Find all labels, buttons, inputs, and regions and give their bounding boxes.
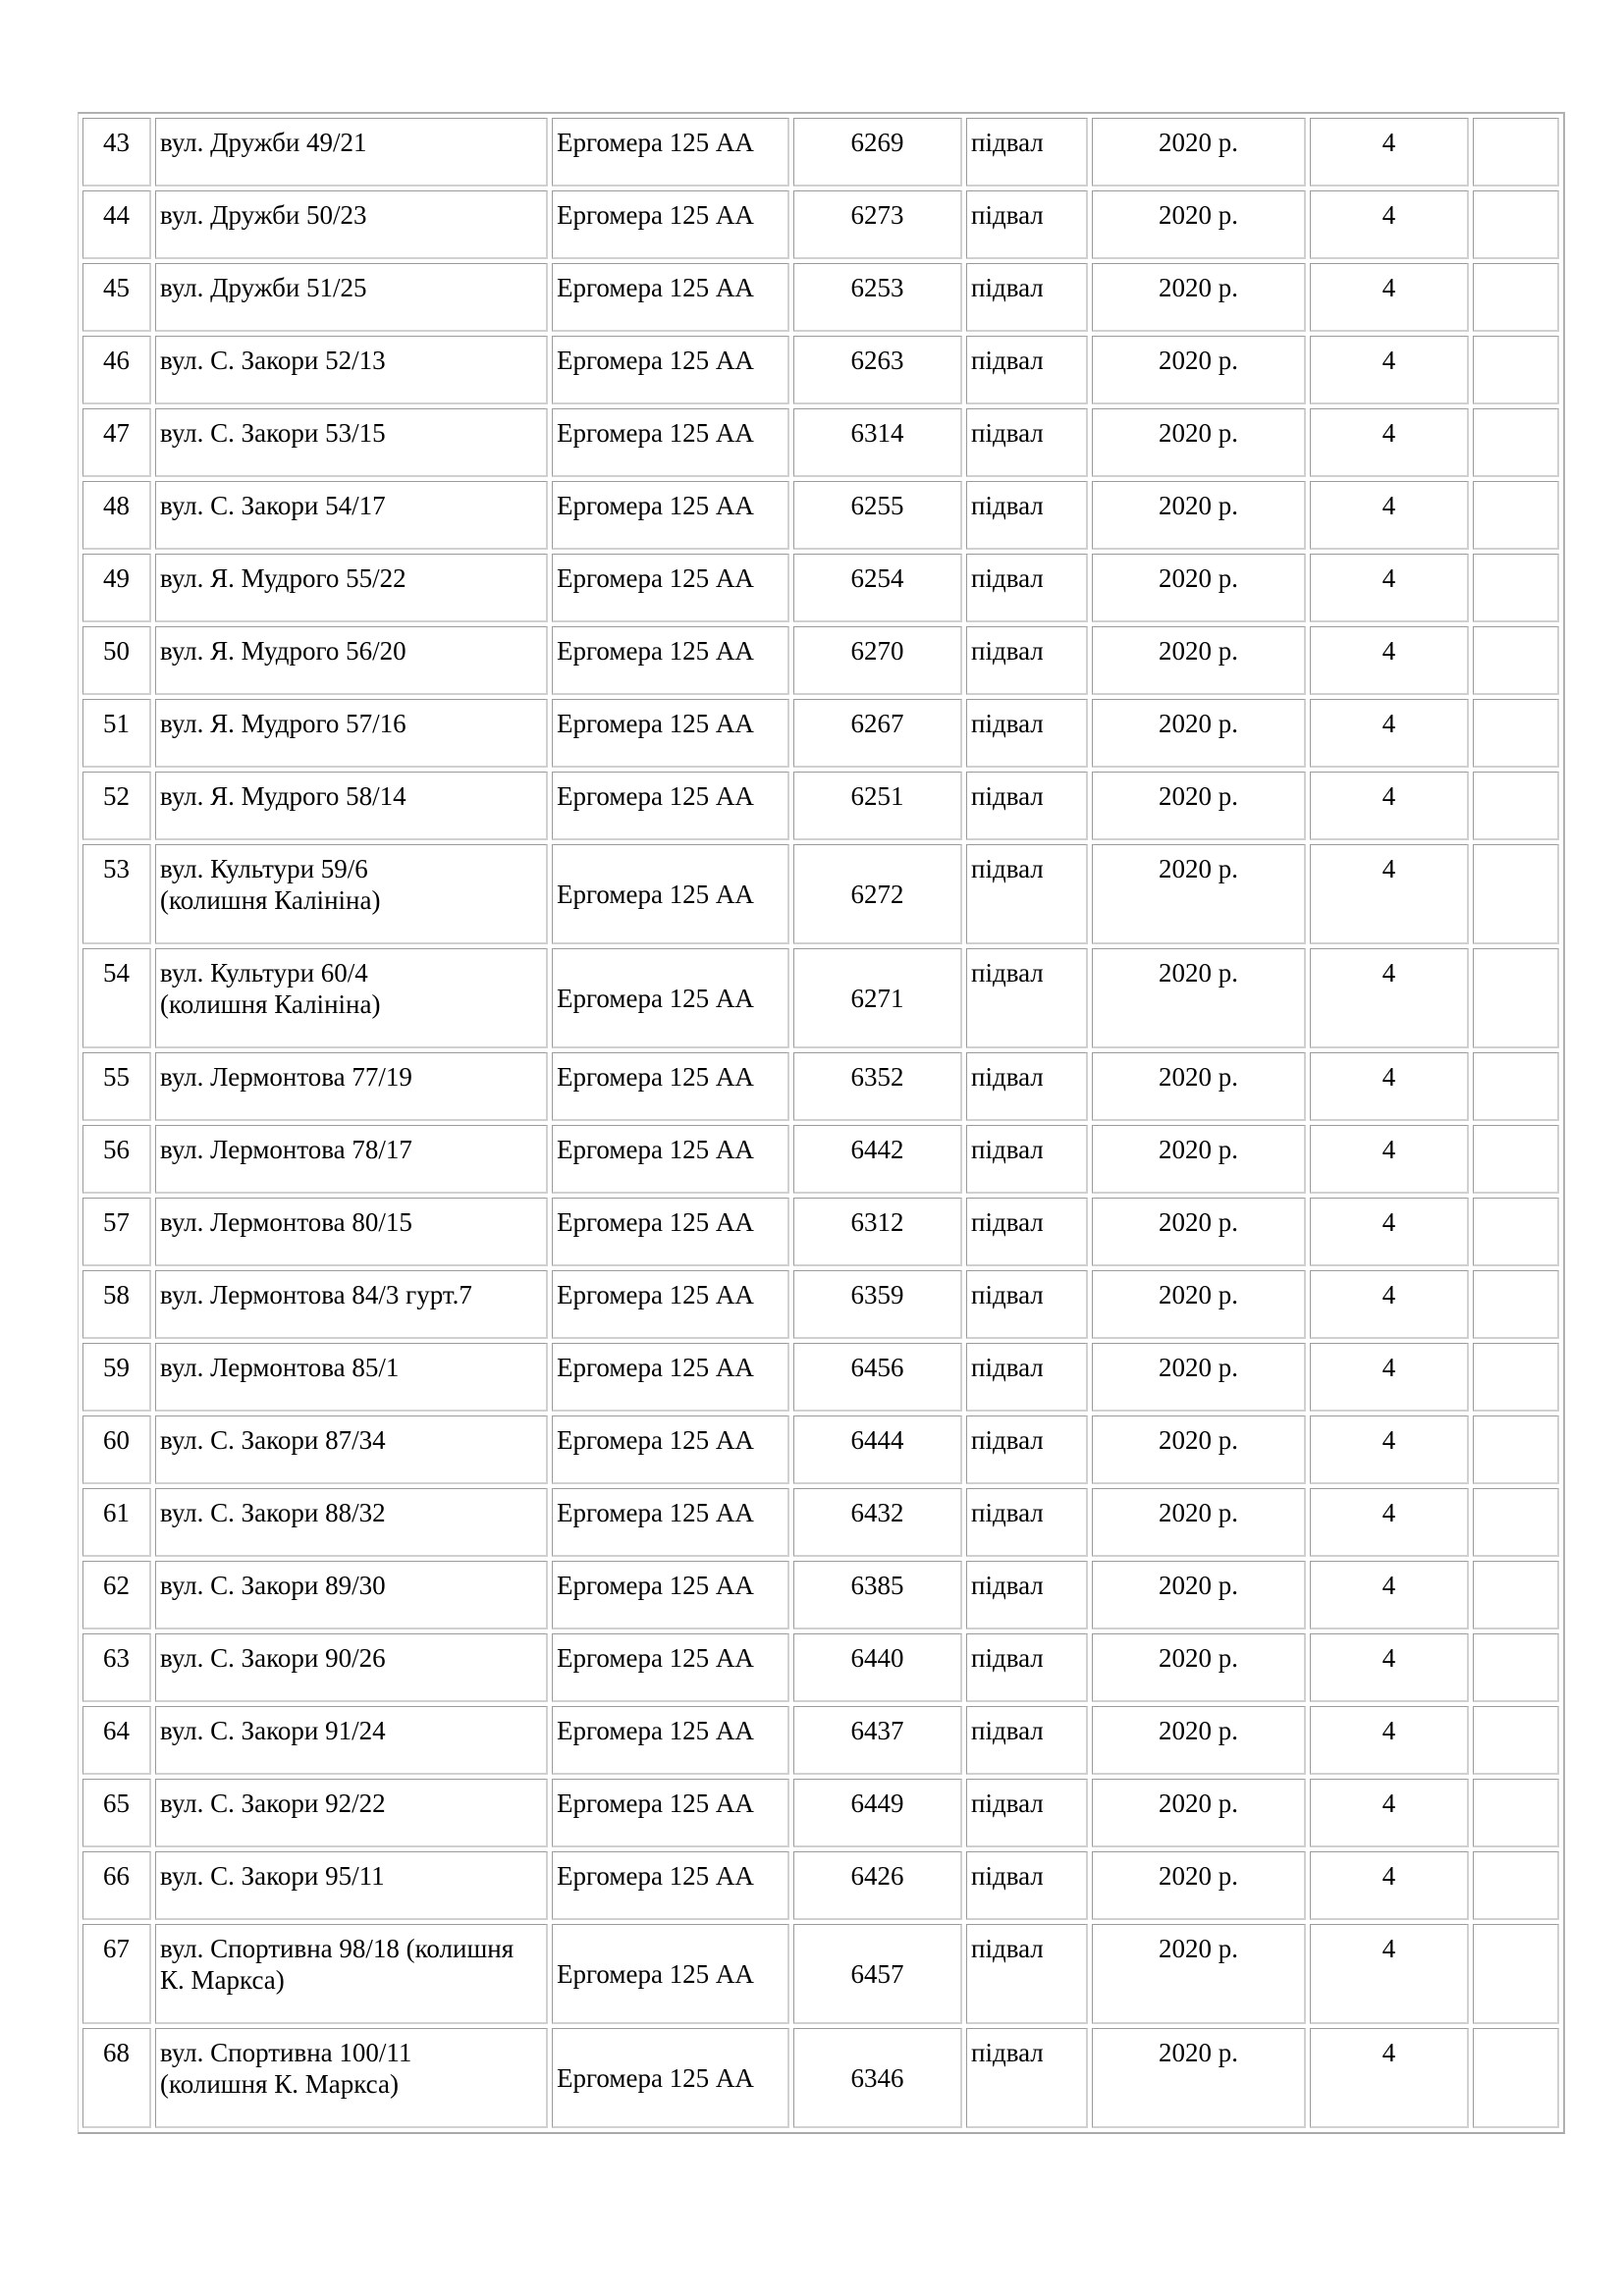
address-cell (155, 699, 548, 768)
serial-number-cell: 6267 (793, 699, 962, 768)
address-line: вул. Спортивна 98/18 (колишня (160, 1934, 514, 1963)
location-cell: підвал (966, 1779, 1088, 1847)
location-cell: підвал (966, 844, 1088, 944)
meter-model-cell: Ергомера 125 АА (552, 1633, 789, 1702)
year-cell: 2020 р. (1092, 263, 1306, 332)
table-row (82, 1633, 1559, 1702)
serial-number-cell: 6255 (793, 481, 962, 550)
meter-model-cell: Ергомера 125 АА (552, 844, 789, 944)
location-cell: підвал (966, 481, 1088, 550)
serial-number-cell: 6444 (793, 1415, 962, 1484)
quantity-cell: 4 (1310, 948, 1469, 1048)
year-cell: 2020 р. (1092, 1561, 1306, 1629)
serial-number-cell: 6312 (793, 1198, 962, 1266)
quantity-cell: 4 (1310, 699, 1469, 768)
quantity-cell: 4 (1310, 1706, 1469, 1775)
serial-number-cell: 6254 (793, 554, 962, 622)
table-row (82, 2028, 1559, 2128)
address-cell (155, 1924, 548, 2024)
serial-number-cell: 6432 (793, 1488, 962, 1557)
row-number-cell: 58 (82, 1270, 151, 1339)
location-cell: підвал (966, 1125, 1088, 1194)
table-row (82, 1125, 1559, 1194)
note-cell (1473, 554, 1559, 622)
quantity-cell: 4 (1310, 1851, 1469, 1920)
note-cell (1473, 1706, 1559, 1775)
table-row (82, 554, 1559, 622)
address-cell (155, 1343, 548, 1412)
address-line: вул. Я. Мудрого 57/16 (160, 709, 406, 738)
address-line: вул. Я. Мудрого 58/14 (160, 781, 406, 811)
year-cell: 2020 р. (1092, 408, 1306, 477)
address-cell (155, 1198, 548, 1266)
year-cell: 2020 р. (1092, 626, 1306, 695)
quantity-cell: 4 (1310, 1488, 1469, 1557)
meter-model-cell: Ергомера 125 АА (552, 2028, 789, 2128)
year-cell: 2020 р. (1092, 554, 1306, 622)
year-cell: 2020 р. (1092, 772, 1306, 840)
address-cell (155, 1851, 548, 1920)
address-line: вул. С. Закори 89/30 (160, 1571, 386, 1600)
table-row (82, 626, 1559, 695)
meter-model-cell: Ергомера 125 АА (552, 1270, 789, 1339)
address-cell (155, 1125, 548, 1194)
row-number-cell: 62 (82, 1561, 151, 1629)
table-row (82, 1198, 1559, 1266)
quantity-cell: 4 (1310, 844, 1469, 944)
location-cell: підвал (966, 2028, 1088, 2128)
table-row (82, 1924, 1559, 2024)
address-cell (155, 190, 548, 259)
year-cell: 2020 р. (1092, 1198, 1306, 1266)
meter-model-cell: Ергомера 125 АА (552, 1851, 789, 1920)
address-line: вул. С. Закори 87/34 (160, 1425, 386, 1455)
serial-number-cell: 6457 (793, 1924, 962, 2024)
row-number-cell: 47 (82, 408, 151, 477)
address-line: (колишня Калініна) (160, 885, 381, 915)
quantity-cell: 4 (1310, 1415, 1469, 1484)
address-cell (155, 626, 548, 695)
address-line: вул. Дружби 49/21 (160, 128, 367, 157)
address-cell (155, 1561, 548, 1629)
address-cell (155, 1488, 548, 1557)
address-cell (155, 1270, 548, 1339)
address-cell (155, 336, 548, 404)
meter-model-cell: Ергомера 125 АА (552, 1343, 789, 1412)
quantity-cell: 4 (1310, 1561, 1469, 1629)
location-cell: підвал (966, 772, 1088, 840)
row-number-cell: 50 (82, 626, 151, 695)
table-body (82, 118, 1559, 2128)
table-row (82, 336, 1559, 404)
note-cell (1473, 626, 1559, 695)
serial-number-cell: 6272 (793, 844, 962, 944)
note-cell (1473, 1488, 1559, 1557)
meter-model-cell: Ергомера 125 АА (552, 626, 789, 695)
note-cell (1473, 1851, 1559, 1920)
meter-model-cell: Ергомера 125 АА (552, 336, 789, 404)
serial-number-cell: 6385 (793, 1561, 962, 1629)
address-cell (155, 948, 548, 1048)
year-cell: 2020 р. (1092, 1924, 1306, 2024)
serial-number-cell: 6346 (793, 2028, 962, 2128)
meter-model-cell: Ергомера 125 АА (552, 190, 789, 259)
meter-model-cell: Ергомера 125 АА (552, 1415, 789, 1484)
location-cell: підвал (966, 1415, 1088, 1484)
serial-number-cell: 6426 (793, 1851, 962, 1920)
meter-model-cell: Ергомера 125 АА (552, 1052, 789, 1121)
address-line: вул. Лермонтова 85/1 (160, 1353, 400, 1382)
serial-number-cell: 6449 (793, 1779, 962, 1847)
note-cell (1473, 263, 1559, 332)
location-cell: підвал (966, 1851, 1088, 1920)
year-cell: 2020 р. (1092, 1052, 1306, 1121)
meter-model-cell: Ергомера 125 АА (552, 554, 789, 622)
note-cell (1473, 1779, 1559, 1847)
location-cell: підвал (966, 626, 1088, 695)
note-cell (1473, 2028, 1559, 2128)
table-row (82, 1270, 1559, 1339)
location-cell: підвал (966, 1633, 1088, 1702)
table-row (82, 1052, 1559, 1121)
address-line: вул. Культури 60/4 (160, 958, 368, 988)
location-cell: підвал (966, 1924, 1088, 2024)
location-cell: підвал (966, 190, 1088, 259)
table-row (82, 1561, 1559, 1629)
row-number-cell: 52 (82, 772, 151, 840)
quantity-cell: 4 (1310, 1633, 1469, 1702)
year-cell: 2020 р. (1092, 190, 1306, 259)
meter-model-cell: Ергомера 125 АА (552, 772, 789, 840)
row-number-cell: 66 (82, 1851, 151, 1920)
address-line: вул. Дружби 50/23 (160, 200, 367, 230)
year-cell: 2020 р. (1092, 1270, 1306, 1339)
serial-number-cell: 6253 (793, 263, 962, 332)
address-cell (155, 481, 548, 550)
address-cell (155, 1052, 548, 1121)
document-page (81, 116, 1562, 2134)
note-cell (1473, 1633, 1559, 1702)
address-cell (155, 408, 548, 477)
table-row (82, 190, 1559, 259)
year-cell: 2020 р. (1092, 336, 1306, 404)
serial-number-cell: 6437 (793, 1706, 962, 1775)
quantity-cell: 4 (1310, 190, 1469, 259)
address-line: вул. С. Закори 52/13 (160, 346, 386, 375)
quantity-cell: 4 (1310, 408, 1469, 477)
table-row (82, 772, 1559, 840)
row-number-cell: 67 (82, 1924, 151, 2024)
table-row (82, 1706, 1559, 1775)
address-cell (155, 263, 548, 332)
meter-model-cell: Ергомера 125 АА (552, 481, 789, 550)
table-row (82, 1851, 1559, 1920)
meter-model-cell: Ергомера 125 АА (552, 1924, 789, 2024)
serial-number-cell: 6442 (793, 1125, 962, 1194)
location-cell: підвал (966, 1052, 1088, 1121)
serial-number-cell: 6314 (793, 408, 962, 477)
serial-number-cell: 6270 (793, 626, 962, 695)
meter-model-cell: Ергомера 125 АА (552, 1198, 789, 1266)
note-cell (1473, 1052, 1559, 1121)
year-cell: 2020 р. (1092, 1706, 1306, 1775)
location-cell: підвал (966, 699, 1088, 768)
location-cell: підвал (966, 1561, 1088, 1629)
address-line: вул. С. Закори 90/26 (160, 1643, 386, 1673)
row-number-cell: 63 (82, 1633, 151, 1702)
row-number-cell: 44 (82, 190, 151, 259)
row-number-cell: 46 (82, 336, 151, 404)
quantity-cell: 4 (1310, 1779, 1469, 1847)
quantity-cell: 4 (1310, 1924, 1469, 2024)
year-cell: 2020 р. (1092, 1851, 1306, 1920)
note-cell (1473, 1561, 1559, 1629)
table-row (82, 1488, 1559, 1557)
address-line: вул. С. Закори 95/11 (160, 1861, 385, 1891)
quantity-cell: 4 (1310, 1198, 1469, 1266)
note-cell (1473, 1924, 1559, 2024)
note-cell (1473, 1198, 1559, 1266)
note-cell (1473, 699, 1559, 768)
note-cell (1473, 408, 1559, 477)
location-cell: підвал (966, 263, 1088, 332)
address-line: вул. Лермонтова 77/19 (160, 1062, 412, 1092)
address-line: вул. Спортивна 100/11 (160, 2038, 412, 2067)
meters-table (78, 112, 1565, 2134)
year-cell: 2020 р. (1092, 948, 1306, 1048)
quantity-cell: 4 (1310, 336, 1469, 404)
table-row (82, 948, 1559, 1048)
address-cell (155, 554, 548, 622)
year-cell: 2020 р. (1092, 844, 1306, 944)
address-line: вул. С. Закори 88/32 (160, 1498, 386, 1527)
address-line: вул. Культури 59/6 (160, 854, 368, 883)
note-cell (1473, 481, 1559, 550)
row-number-cell: 51 (82, 699, 151, 768)
serial-number-cell: 6251 (793, 772, 962, 840)
meter-model-cell: Ергомера 125 АА (552, 1561, 789, 1629)
address-line: К. Маркса) (160, 1965, 285, 1995)
table-row (82, 1779, 1559, 1847)
note-cell (1473, 1415, 1559, 1484)
quantity-cell: 4 (1310, 772, 1469, 840)
year-cell: 2020 р. (1092, 1125, 1306, 1194)
serial-number-cell: 6271 (793, 948, 962, 1048)
address-cell (155, 1779, 548, 1847)
quantity-cell: 4 (1310, 1125, 1469, 1194)
year-cell: 2020 р. (1092, 1415, 1306, 1484)
row-number-cell: 53 (82, 844, 151, 944)
row-number-cell: 59 (82, 1343, 151, 1412)
quantity-cell: 4 (1310, 554, 1469, 622)
location-cell: підвал (966, 1198, 1088, 1266)
meter-model-cell: Ергомера 125 АА (552, 699, 789, 768)
location-cell: підвал (966, 1270, 1088, 1339)
meter-model-cell: Ергомера 125 АА (552, 1125, 789, 1194)
note-cell (1473, 772, 1559, 840)
note-cell (1473, 948, 1559, 1048)
location-cell: підвал (966, 948, 1088, 1048)
address-cell (155, 2028, 548, 2128)
address-cell (155, 1633, 548, 1702)
table-row (82, 844, 1559, 944)
meter-model-cell: Ергомера 125 АА (552, 118, 789, 187)
table-row (82, 1343, 1559, 1412)
address-line: вул. Я. Мудрого 55/22 (160, 563, 406, 593)
location-cell: підвал (966, 1343, 1088, 1412)
meter-model-cell: Ергомера 125 АА (552, 263, 789, 332)
row-number-cell: 45 (82, 263, 151, 332)
year-cell: 2020 р. (1092, 1633, 1306, 1702)
address-cell (155, 1415, 548, 1484)
note-cell (1473, 1270, 1559, 1339)
note-cell (1473, 190, 1559, 259)
row-number-cell: 65 (82, 1779, 151, 1847)
year-cell: 2020 р. (1092, 1343, 1306, 1412)
row-number-cell: 57 (82, 1198, 151, 1266)
row-number-cell: 54 (82, 948, 151, 1048)
note-cell (1473, 1343, 1559, 1412)
serial-number-cell: 6273 (793, 190, 962, 259)
table-row (82, 408, 1559, 477)
year-cell: 2020 р. (1092, 2028, 1306, 2128)
address-line: вул. Дружби 51/25 (160, 273, 367, 302)
meter-model-cell: Ергомера 125 АА (552, 1488, 789, 1557)
address-line: вул. Лермонтова 78/17 (160, 1135, 412, 1164)
row-number-cell: 60 (82, 1415, 151, 1484)
quantity-cell: 4 (1310, 1270, 1469, 1339)
table-row (82, 263, 1559, 332)
quantity-cell: 4 (1310, 263, 1469, 332)
row-number-cell: 64 (82, 1706, 151, 1775)
quantity-cell: 4 (1310, 2028, 1469, 2128)
address-line: вул. Лермонтова 80/15 (160, 1207, 412, 1237)
row-number-cell: 48 (82, 481, 151, 550)
note-cell (1473, 844, 1559, 944)
serial-number-cell: 6269 (793, 118, 962, 187)
row-number-cell: 68 (82, 2028, 151, 2128)
note-cell (1473, 1125, 1559, 1194)
address-line: вул. С. Закори 91/24 (160, 1716, 386, 1745)
quantity-cell: 4 (1310, 626, 1469, 695)
quantity-cell: 4 (1310, 118, 1469, 187)
location-cell: підвал (966, 336, 1088, 404)
row-number-cell: 56 (82, 1125, 151, 1194)
address-line: вул. С. Закори 92/22 (160, 1789, 386, 1818)
row-number-cell: 49 (82, 554, 151, 622)
quantity-cell: 4 (1310, 481, 1469, 550)
location-cell: підвал (966, 1706, 1088, 1775)
address-line: вул. С. Закори 54/17 (160, 491, 386, 520)
serial-number-cell: 6263 (793, 336, 962, 404)
meter-model-cell: Ергомера 125 АА (552, 1706, 789, 1775)
note-cell (1473, 118, 1559, 187)
serial-number-cell: 6352 (793, 1052, 962, 1121)
location-cell: підвал (966, 1488, 1088, 1557)
meter-model-cell: Ергомера 125 АА (552, 948, 789, 1048)
table-row (82, 118, 1559, 187)
address-cell (155, 844, 548, 944)
year-cell: 2020 р. (1092, 1488, 1306, 1557)
serial-number-cell: 6440 (793, 1633, 962, 1702)
year-cell: 2020 р. (1092, 1779, 1306, 1847)
meter-model-cell: Ергомера 125 АА (552, 408, 789, 477)
location-cell: підвал (966, 554, 1088, 622)
year-cell: 2020 р. (1092, 481, 1306, 550)
address-cell (155, 1706, 548, 1775)
row-number-cell: 43 (82, 118, 151, 187)
quantity-cell: 4 (1310, 1052, 1469, 1121)
location-cell: підвал (966, 118, 1088, 187)
note-cell (1473, 336, 1559, 404)
quantity-cell: 4 (1310, 1343, 1469, 1412)
row-number-cell: 55 (82, 1052, 151, 1121)
address-cell (155, 772, 548, 840)
table-row (82, 699, 1559, 768)
row-number-cell: 61 (82, 1488, 151, 1557)
address-cell (155, 118, 548, 187)
table-row (82, 481, 1559, 550)
table-row (82, 1415, 1559, 1484)
address-line: (колишня Калініна) (160, 989, 381, 1019)
address-line: вул. Я. Мудрого 56/20 (160, 636, 406, 666)
location-cell: підвал (966, 408, 1088, 477)
address-line: (колишня К. Маркса) (160, 2069, 399, 2099)
year-cell: 2020 р. (1092, 699, 1306, 768)
address-line: вул. Лермонтова 84/3 гурт.7 (160, 1280, 472, 1309)
address-line: вул. С. Закори 53/15 (160, 418, 386, 448)
serial-number-cell: 6359 (793, 1270, 962, 1339)
serial-number-cell: 6456 (793, 1343, 962, 1412)
year-cell: 2020 р. (1092, 118, 1306, 187)
meter-model-cell: Ергомера 125 АА (552, 1779, 789, 1847)
